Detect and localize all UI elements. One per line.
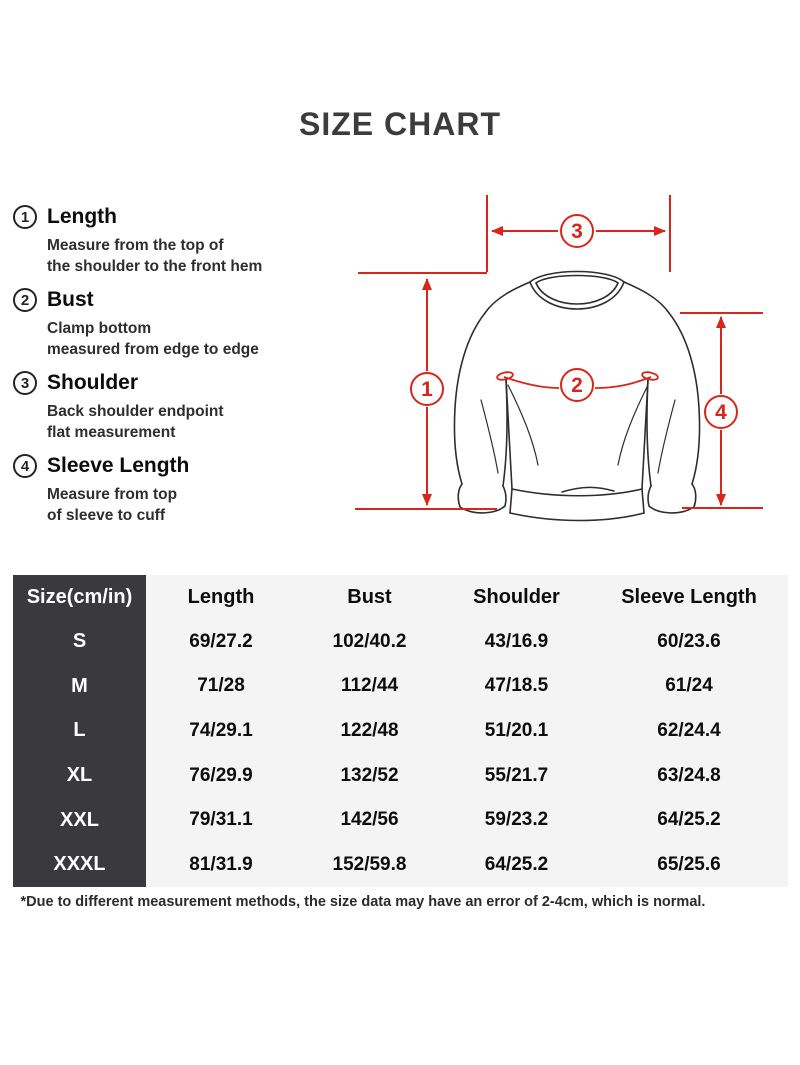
- legend-label: Sleeve Length: [47, 454, 190, 477]
- size-table: [13, 575, 788, 887]
- legend-item-length: [13, 203, 323, 277]
- measurement-legend: [13, 203, 323, 535]
- table-row: S 69/27.2 102/40.2 43/16.9 60/23.6: [13, 620, 788, 665]
- size-cell: S: [13, 620, 146, 665]
- legend-label: Bust: [47, 288, 94, 311]
- legend-description: Measure from the top of the shoulder to the front hem: [47, 237, 263, 275]
- legend-item-sleeve-length: [13, 452, 323, 526]
- legend-description: Clamp bottom measured from edge to edge: [47, 320, 259, 358]
- table-row: L 74/29.1 122/48 51/20.1 62/24.4: [13, 709, 788, 754]
- dimension-2-bust: [496, 369, 658, 401]
- diagram-marker-4: 4: [715, 401, 727, 424]
- column-header-shoulder: Shoulder: [473, 585, 560, 608]
- legend-description: Back shoulder endpoint flat measurement: [47, 403, 224, 441]
- legend-description: Measure from top of sleeve to cuff: [47, 486, 178, 524]
- circled-number-3-icon: 3: [13, 371, 37, 395]
- legend-item-bust: [13, 286, 323, 360]
- column-header-bust: Bust: [347, 585, 392, 608]
- column-header-sleeve-length: Sleeve Length: [621, 585, 757, 608]
- column-header-size: Size(cm/in): [13, 575, 146, 620]
- page-title: SIZE CHART: [299, 106, 501, 142]
- measurement-disclaimer: *Due to different measurement methods, the size data may have an error of 2-4cm, which is normal.: [20, 894, 706, 910]
- column-header-length: Length: [187, 585, 255, 608]
- legend-item-shoulder: [13, 369, 323, 443]
- circled-number-2-icon: 2: [13, 288, 37, 312]
- diagram-marker-2: 2: [571, 374, 583, 397]
- table-row: XL 76/29.9 132/52 55/21.7 63/24.8: [13, 753, 788, 798]
- size-cell: M: [13, 664, 146, 709]
- table-row: XXXL 81/31.9 152/59.8 64/25.2 65/25.6: [13, 842, 788, 887]
- sweatshirt-measurement-diagram: [330, 165, 790, 565]
- size-cell: XL: [13, 753, 146, 798]
- legend-label: Length: [47, 205, 117, 228]
- table-row: M 71/28 112/44 47/18.5 61/24: [13, 664, 788, 709]
- size-cell: XXXL: [13, 842, 146, 887]
- legend-label: Shoulder: [47, 371, 139, 394]
- diagram-marker-3: 3: [571, 220, 583, 243]
- table-header-row: [13, 575, 788, 620]
- size-cell: XXL: [13, 798, 146, 843]
- dimension-3-shoulder: [487, 195, 670, 272]
- table-row: XXL 79/31.1 142/56 59/23.2 64/25.2: [13, 798, 788, 843]
- diagram-marker-1: 1: [421, 378, 433, 401]
- size-cell: L: [13, 709, 146, 754]
- dimension-1-length: [355, 273, 497, 509]
- circled-number-4-icon: 4: [13, 454, 37, 478]
- circled-number-1-icon: 1: [13, 205, 37, 229]
- dimension-4-sleeve: [680, 313, 763, 508]
